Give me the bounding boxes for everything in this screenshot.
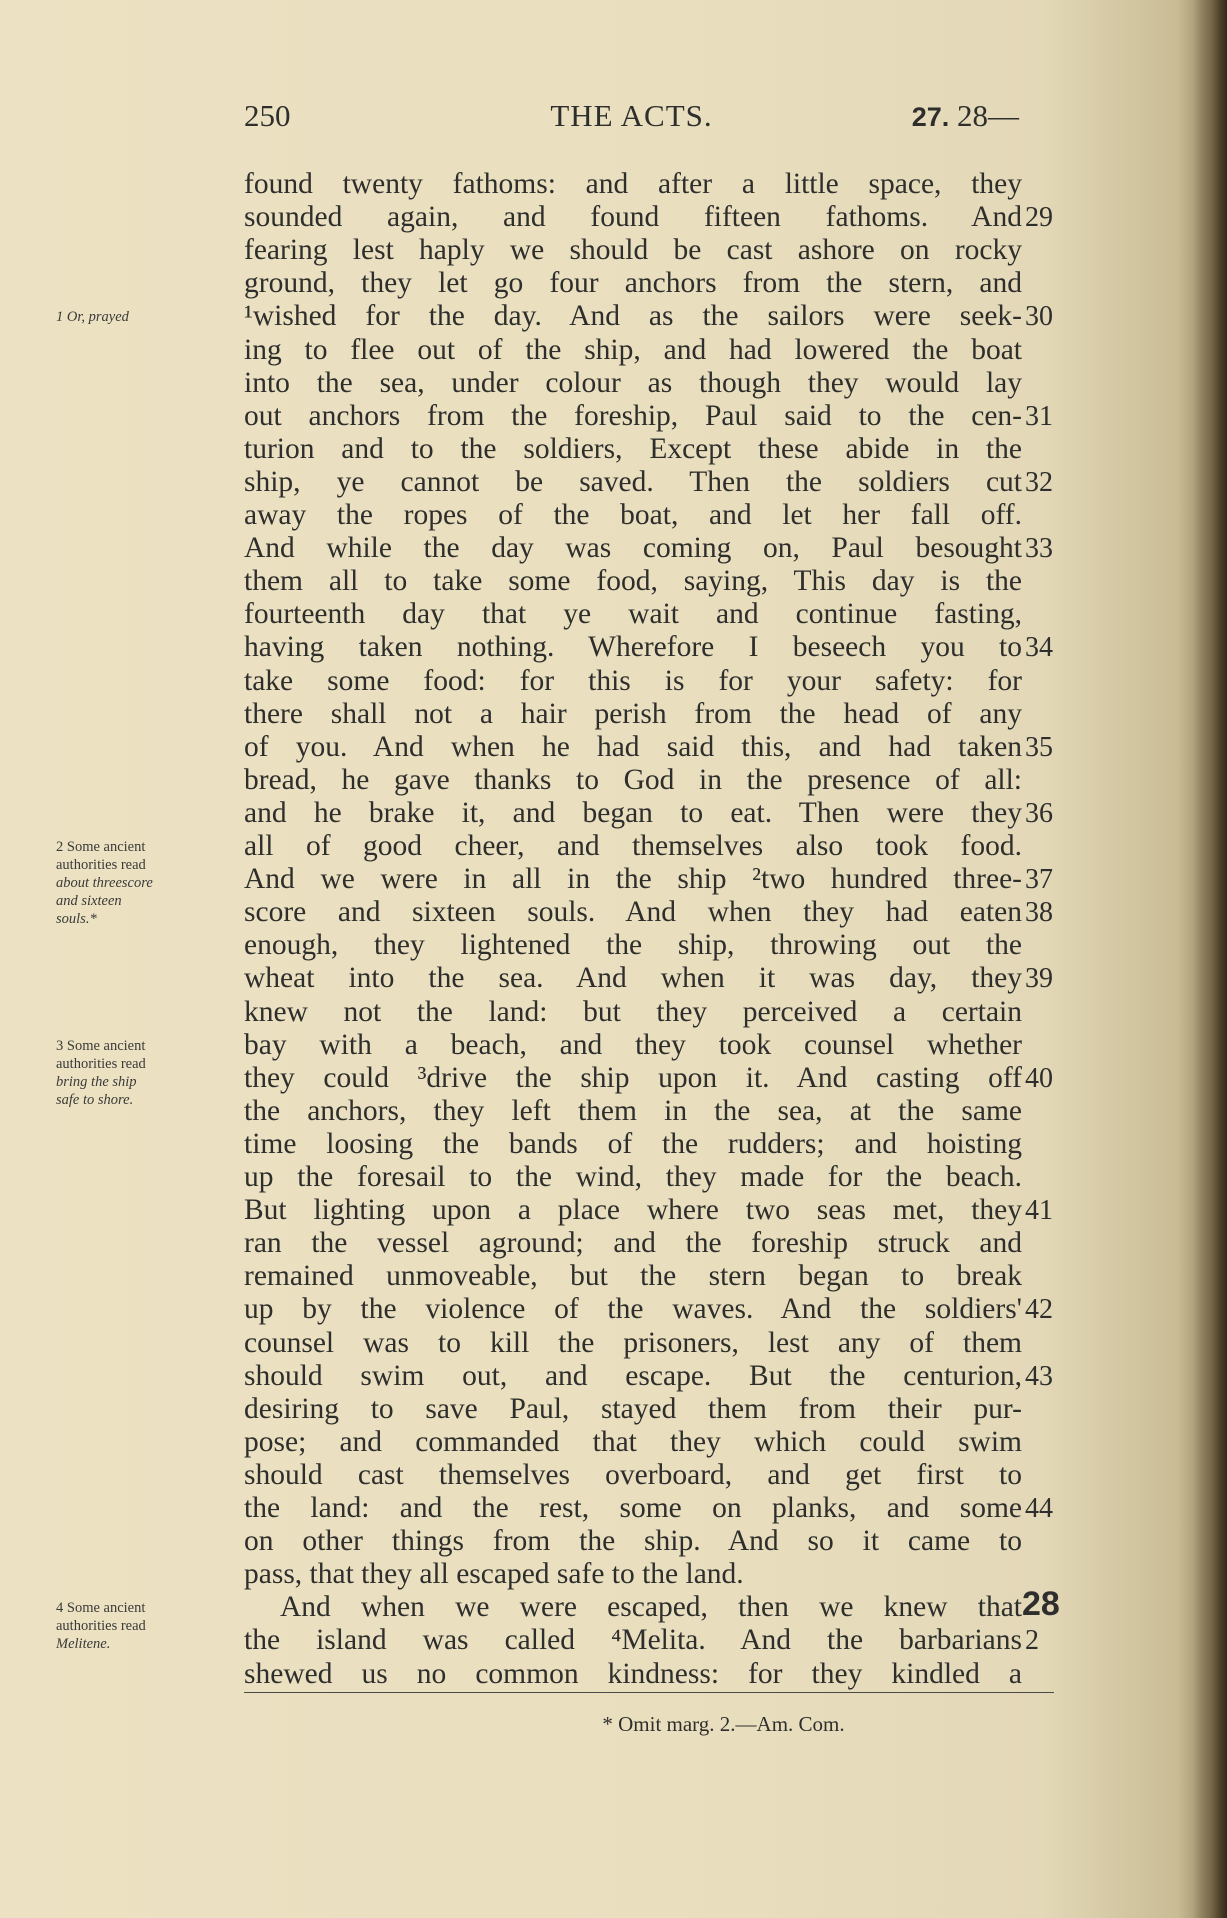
margin-note-line: and sixteen <box>56 893 122 909</box>
text-line: ground, they let go four anchors from the stern, and <box>244 267 1022 300</box>
margin-note-line: 3 Some ancient <box>56 1037 146 1054</box>
text-line: them all to take some food, saying, This day is the <box>244 565 1022 598</box>
text-line: found twenty fathoms: and after a little space, they <box>244 168 1022 200</box>
text-line: time loosing the bands of the rudders; and hoisting <box>244 1127 1022 1160</box>
verse-number: 29 <box>1025 202 1053 234</box>
text-line: the island was called ⁴Melita. And the barbarians <box>244 1624 1022 1657</box>
margin-note-line: 2 Some ancient <box>56 839 146 855</box>
text-line: into the sea, under colour as though they would lay <box>244 366 1022 399</box>
text-line: away the ropes of the boat, and let her fall off. <box>244 499 1022 531</box>
chapter-number-marker: 28 <box>1022 1585 1060 1624</box>
text-line: enough, they lightened the ship, throwing out the <box>244 929 1022 962</box>
text-line: the land: and the rest, some on planks, and some <box>244 1492 1022 1524</box>
verse-number: 33 <box>1025 533 1053 565</box>
margin-note-line: safe to shore. <box>56 1091 134 1108</box>
footnote-rule <box>244 1692 1054 1693</box>
margin-note-line: authorities read <box>56 1618 146 1635</box>
margin-note-line: authorities read <box>56 1055 146 1072</box>
text-line: score and sixteen souls. And when they had eaten <box>244 896 1022 929</box>
text-line: And while the day was coming on, Paul besought <box>244 532 1022 565</box>
verse-number: 34 <box>1025 632 1053 664</box>
chapter-verse-reference <box>912 98 1019 134</box>
margin-note-line: 1 Or, prayed <box>56 309 129 326</box>
text-line: ing to flee out of the ship, and had lowered the boat <box>244 333 1022 366</box>
text-line: pass, that they all escaped safe to the land. <box>244 1558 744 1591</box>
text-line: and he brake it, and began to eat. Then were they <box>244 796 1022 829</box>
text-line: there shall not a hair perish from the head of any <box>244 697 1022 730</box>
verse-number: 2 <box>1025 1625 1039 1657</box>
margin-note-line: bring the ship <box>56 1073 137 1090</box>
margin-note <box>56 308 234 326</box>
text-line: ship, ye cannot be saved. Then the soldiers cut <box>244 465 1022 498</box>
text-line: on other things from the ship. And so it came to <box>244 1525 1022 1558</box>
text-line: pose; and commanded that they which could swim <box>244 1425 1022 1458</box>
text-line: should swim out, and escape. But the centurion, <box>244 1359 1022 1392</box>
text-line: sounded again, and found fifteen fathoms. And <box>244 201 1022 234</box>
margin-note <box>56 1599 234 1653</box>
margin-note <box>56 1037 234 1109</box>
verse-number: 31 <box>1025 400 1053 432</box>
margin-note-line: about threescore <box>56 875 153 891</box>
text-line: fearing lest haply we should be cast ashore on rocky <box>244 234 1022 267</box>
text-line: counsel was to kill the prisoners, lest any of them <box>244 1326 1022 1359</box>
text-line: the anchors, they left them in the sea, at the same <box>244 1094 1022 1127</box>
text-line: ¹wished for the day. And as the sailors were seek- <box>244 300 1022 333</box>
text-line: bay with a beach, and they took counsel whether <box>244 1028 1022 1061</box>
text-line: knew not the land: but they perceived a certain <box>244 995 1022 1028</box>
verse-number: 44 <box>1025 1493 1053 1524</box>
footnote: * Omit marg. 2.—Am. Com. <box>602 1712 845 1736</box>
margin-note-line: authorities read <box>56 857 146 873</box>
text-line: up the foresail to the wind, they made for the beach. <box>244 1161 1022 1193</box>
verse-number: 42 <box>1025 1294 1053 1326</box>
text-line: And we were in all in the ship ²two hundred three- <box>244 863 1022 896</box>
verse-number: 30 <box>1025 301 1053 333</box>
verse-number: 41 <box>1025 1195 1053 1227</box>
verse-number: 32 <box>1025 466 1053 498</box>
margin-note <box>56 838 234 928</box>
verse-number: 35 <box>1025 731 1053 763</box>
text-line: desiring to save Paul, stayed them from their pur- <box>244 1392 1022 1425</box>
text-line: out anchors from the foreship, Paul said to the cen- <box>244 399 1022 432</box>
margin-note-line: 4 Some ancient <box>56 1600 146 1617</box>
text-line: having taken nothing. Wherefore I beseech you to <box>244 631 1022 664</box>
margin-note-line: Melitene. <box>56 1636 111 1653</box>
verse-number: 40 <box>1025 1062 1053 1094</box>
book-title: THE ACTS. <box>550 98 713 133</box>
book-spine-shadow <box>1193 0 1227 1918</box>
text-line: take some food: for this is for your safety: for <box>244 664 1022 697</box>
text-line: should cast themselves overboard, and get first to <box>244 1458 1022 1491</box>
text-line: wheat into the sea. And when it was day, they <box>244 962 1022 995</box>
text-line: But lighting upon a place where two seas met, they <box>244 1194 1022 1227</box>
chapter-number: 27. <box>911 102 950 132</box>
verse-number: 36 <box>1025 797 1053 829</box>
text-line: all of good cheer, and themselves also took food. <box>244 830 1022 862</box>
text-line: turion and to the soldiers, Except these abide in the <box>244 432 1022 465</box>
verse-number: 38 <box>1025 897 1053 929</box>
text-line: shewed us no common kindness: for they kindled a <box>244 1657 1022 1690</box>
text-line: of you. And when he had said this, and had taken <box>244 730 1022 763</box>
verse-number: 43 <box>1025 1360 1053 1392</box>
margin-note-line: souls.* <box>56 911 97 927</box>
verse-number: 37 <box>1025 864 1053 896</box>
verse-start: 28— <box>957 98 1019 133</box>
page-number: 250 <box>244 98 291 133</box>
text-line: bread, he gave thanks to God in the presence of all: <box>244 763 1022 796</box>
text-line: they could ³drive the ship upon it. And casting off <box>244 1061 1022 1094</box>
text-line: up by the violence of the waves. And the soldiers' <box>244 1293 1022 1326</box>
text-line: remained unmoveable, but the stern began to break <box>244 1260 1022 1293</box>
running-header <box>244 98 1019 144</box>
text-line: And when we were escaped, then we knew that <box>280 1591 1022 1624</box>
text-line: ran the vessel aground; and the foreship struck and <box>244 1227 1022 1260</box>
verse-number: 39 <box>1025 963 1053 995</box>
text-line: fourteenth day that ye wait and continue fasting, <box>244 598 1022 631</box>
